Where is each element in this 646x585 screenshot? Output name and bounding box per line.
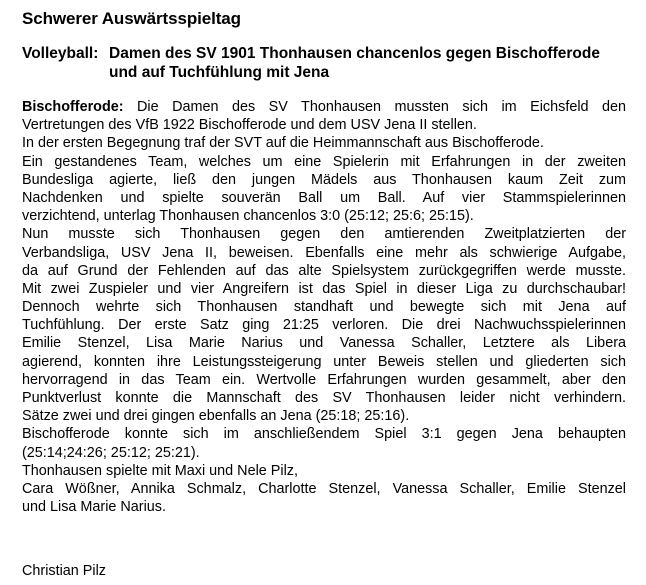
body-line: Thonhausen spielte mit Maxi und Nele Pilz, xyxy=(22,462,298,479)
body-line: verzichtend, unterlag Thonhausen chancenlos 3:0 (25:12; 25:6; 25:15). xyxy=(22,208,474,225)
article-title: Schwerer Auswärtsspieltag xyxy=(22,9,241,28)
body-line: Vertretungen des VfB 1922 Bischofferode und dem USV Jena II stellen. xyxy=(22,117,477,134)
body-line: Cara Wößner, Annika Schmalz, Charlotte Stenzel, Vanessa Schaller, Emilie Stenzel xyxy=(22,480,626,497)
article-body xyxy=(22,98,626,516)
body-line: und Lisa Marie Narius. xyxy=(22,499,166,516)
body-line: Sätze zwei und drei gingen ebenfalls an Jena (25:18; 25:16). xyxy=(22,408,410,425)
subtitle-line: und auf Tuchfühlung mit Jena xyxy=(109,64,330,81)
body-line: Bundesliga agierte, ließ den jungen Mädels aus Thonhausen kaum Zeit zum xyxy=(22,171,626,188)
body-line: agierend, konnten ihre Leistungssteigerung unter Beweis stellen und gliederten sich xyxy=(22,353,626,370)
body-line xyxy=(22,98,626,116)
body-line: Nun musste sich Thonhausen gegen den amtierenden Zweitplatzierten der xyxy=(22,226,626,243)
body-line: In der ersten Begegnung traf der SVT auf die Heimmannschaft aus Bischofferode. xyxy=(22,135,544,152)
body-line: Dennoch wehrte sich Thonhausen standhaft und bewegte sich mit Jena auf xyxy=(22,299,626,316)
location-lead: Bischofferode: xyxy=(22,99,124,115)
body-line: Emilie Stenzel, Lisa Marie Narius und Vanessa Schaller, Letztere als Libera xyxy=(22,335,626,352)
body-line: hervorragend in das Team ein. Wertvolle Erfahrungen wurden gesammelt, aber den xyxy=(22,371,626,388)
body-line: Ein gestandenes Team, welches um eine Spielerin mit Erfahrungen in der zweiten xyxy=(22,153,626,170)
body-line: Mit zwei Zuspieler und vier Angreifern ist das Spiel in dieser Liga zu durchschaubar! xyxy=(22,280,626,297)
body-line: Punktverlust konnte die Mannschaft des SV Thonhausen leider nicht verhindern. xyxy=(22,390,626,406)
body-line: Nachdenken und spielte souverän Ball um Ball. Auf vier Stammspielerinnen xyxy=(22,189,626,206)
body-line: Verbandsliga, USV Jena II, beweisen. Ebenfalls eine mehr als schwierige Aufgabe, xyxy=(22,244,626,261)
subtitle-lines xyxy=(109,44,600,82)
body-line: Bischofferode konnte sich im anschließendem Spiel 3:1 gegen Jena behaupten xyxy=(22,426,626,443)
body-line: (25:14;24:26; 25:12; 25:21). xyxy=(22,444,200,461)
body-line-text: Die Damen des SV Thonhausen mussten sich im Eichsfeld den xyxy=(137,99,627,115)
body-line: da auf Grund der Fehlenden auf das alte Spielsystem zurückgegriffen werde musste. xyxy=(22,262,626,279)
subtitle-line: Damen des SV 1901 Thonhausen chancenlos gegen Bischofferode xyxy=(109,45,600,62)
sport-label: Volleyball: xyxy=(22,45,99,62)
author-name: Christian Pilz xyxy=(22,563,106,579)
body-line: Tuchfühlung. Der erste Satz ging 21:25 verloren. Die drei Nachwuchsspielerinnen xyxy=(22,317,626,334)
